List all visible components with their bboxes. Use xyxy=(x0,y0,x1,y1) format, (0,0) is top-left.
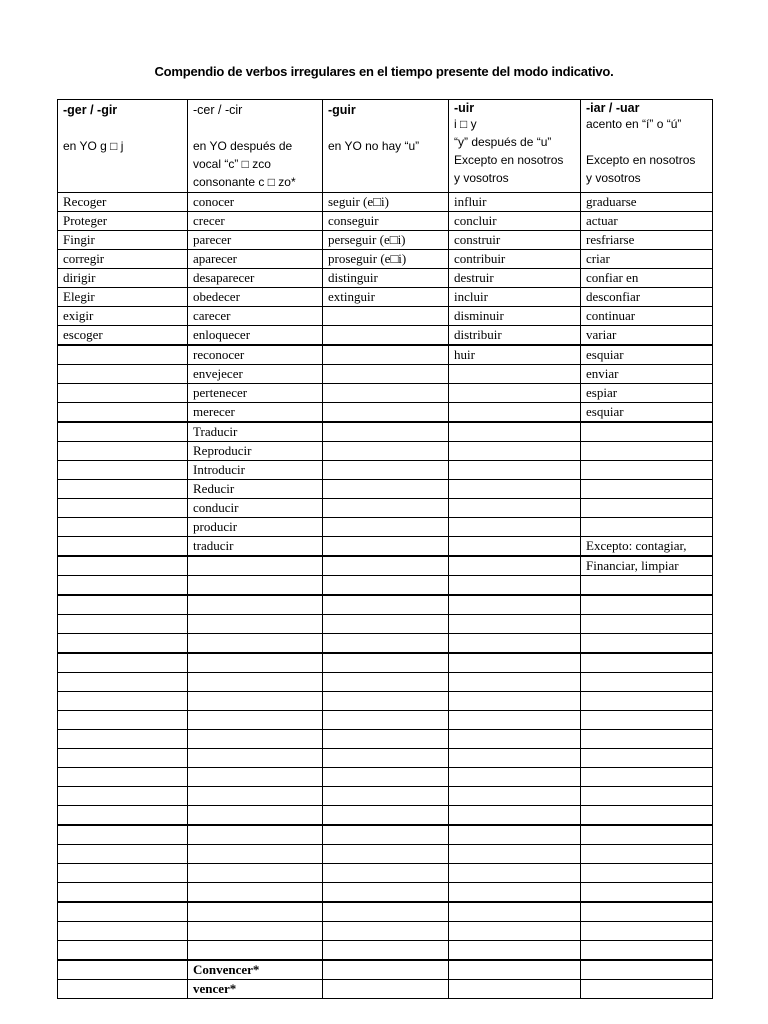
verb-cell-ger-gir xyxy=(58,556,188,576)
verb-cell-cer-cir xyxy=(188,730,323,749)
verb-cell-cer-cir: vencer* xyxy=(188,980,323,999)
verb-cell-guir xyxy=(323,499,449,518)
verb-cell-ger-gir xyxy=(58,922,188,941)
verb-cell-uir: contribuir xyxy=(449,250,581,269)
column-rule-line xyxy=(586,133,708,151)
table-row xyxy=(58,730,713,749)
verb-cell-uir xyxy=(449,883,581,903)
verb-cell-iar-uar: enviar xyxy=(581,365,713,384)
verb-cell-guir xyxy=(323,326,449,346)
verb-cell-iar-uar xyxy=(581,653,713,673)
verb-cell-cer-cir xyxy=(188,825,323,845)
verb-cell-ger-gir xyxy=(58,365,188,384)
verb-cell-cer-cir xyxy=(188,922,323,941)
verb-cell-ger-gir xyxy=(58,883,188,903)
verb-cell-ger-gir xyxy=(58,711,188,730)
verb-cell-ger-gir xyxy=(58,787,188,806)
verb-cell-uir: distribuir xyxy=(449,326,581,346)
verb-cell-ger-gir xyxy=(58,442,188,461)
column-rule-line: Excepto en nosotros xyxy=(454,153,564,167)
verb-cell-iar-uar: confiar en xyxy=(581,269,713,288)
verb-cell-uir xyxy=(449,403,581,423)
column-rule-line xyxy=(328,119,444,137)
verb-cell-guir xyxy=(323,384,449,403)
verb-cell-cer-cir xyxy=(188,768,323,787)
verb-cell-iar-uar: continuar xyxy=(581,307,713,326)
verb-cell-uir xyxy=(449,730,581,749)
table-row xyxy=(58,384,713,403)
verb-cell-ger-gir xyxy=(58,825,188,845)
verb-cell-iar-uar xyxy=(581,749,713,768)
verb-cell-cer-cir xyxy=(188,941,323,961)
verb-cell-guir: conseguir xyxy=(323,212,449,231)
verb-cell-iar-uar xyxy=(581,902,713,922)
table-row xyxy=(58,615,713,634)
verb-cell-guir xyxy=(323,806,449,826)
verb-cell-ger-gir xyxy=(58,806,188,826)
table-row xyxy=(58,634,713,654)
verb-cell-iar-uar xyxy=(581,499,713,518)
table-row xyxy=(58,499,713,518)
verb-cell-uir xyxy=(449,711,581,730)
verb-cell-iar-uar: esquiar xyxy=(581,345,713,365)
column-rule-line: consonante c □ zo* xyxy=(193,175,296,189)
column-rule-line: en YO no hay “u” xyxy=(328,139,420,153)
verb-cell-guir xyxy=(323,422,449,442)
column-heading: -iar / -uar xyxy=(586,101,640,115)
verb-cell-uir xyxy=(449,768,581,787)
table-row xyxy=(58,653,713,673)
verb-cell-cer-cir: carecer xyxy=(188,307,323,326)
table-row xyxy=(58,883,713,903)
verb-cell-guir xyxy=(323,595,449,615)
verb-cell-iar-uar: Excepto: contagiar, xyxy=(581,537,713,557)
table-row xyxy=(58,922,713,941)
verb-cell-ger-gir xyxy=(58,692,188,711)
table-row xyxy=(58,231,713,250)
verb-cell-guir xyxy=(323,442,449,461)
verb-cell-guir xyxy=(323,518,449,537)
verb-cell-uir: incluir xyxy=(449,288,581,307)
verb-cell-iar-uar xyxy=(581,634,713,654)
verb-cell-guir xyxy=(323,692,449,711)
table-row xyxy=(58,212,713,231)
table-row xyxy=(58,345,713,365)
verb-cell-cer-cir: Reducir xyxy=(188,480,323,499)
verb-cell-ger-gir xyxy=(58,768,188,787)
verb-cell-guir xyxy=(323,768,449,787)
header-cell-guir xyxy=(323,100,449,193)
verb-cell-ger-gir xyxy=(58,730,188,749)
column-heading: -uir xyxy=(454,101,475,115)
verb-cell-uir xyxy=(449,787,581,806)
verb-cell-ger-gir: corregir xyxy=(58,250,188,269)
verb-cell-uir xyxy=(449,673,581,692)
verb-cell-ger-gir xyxy=(58,864,188,883)
table-row xyxy=(58,902,713,922)
verb-cell-guir: seguir (e□i) xyxy=(323,193,449,212)
table-row xyxy=(58,193,713,212)
verb-cell-ger-gir xyxy=(58,595,188,615)
verb-cell-iar-uar: espiar xyxy=(581,384,713,403)
verb-cell-guir xyxy=(323,941,449,961)
verb-cell-ger-gir xyxy=(58,345,188,365)
table-header-row xyxy=(58,100,713,193)
verb-cell-iar-uar xyxy=(581,730,713,749)
table-row xyxy=(58,403,713,423)
verb-cell-iar-uar: resfriarse xyxy=(581,231,713,250)
verb-cell-ger-gir xyxy=(58,615,188,634)
column-rule-line: vocal “c” □ zco xyxy=(193,157,271,171)
verb-cell-uir xyxy=(449,556,581,576)
verb-cell-guir xyxy=(323,307,449,326)
verb-cell-ger-gir xyxy=(58,480,188,499)
verb-cell-ger-gir xyxy=(58,980,188,999)
verb-cell-ger-gir: Recoger xyxy=(58,193,188,212)
table-row xyxy=(58,768,713,787)
verb-cell-guir xyxy=(323,345,449,365)
table-row xyxy=(58,537,713,557)
table-row xyxy=(58,442,713,461)
verb-cell-uir xyxy=(449,902,581,922)
verb-cell-ger-gir: dirigir xyxy=(58,269,188,288)
verb-cell-uir: influir xyxy=(449,193,581,212)
verb-cell-guir xyxy=(323,730,449,749)
verb-cell-uir xyxy=(449,980,581,999)
verb-cell-uir xyxy=(449,537,581,557)
verb-cell-iar-uar xyxy=(581,442,713,461)
table-row xyxy=(58,806,713,826)
verb-cell-uir xyxy=(449,634,581,654)
verb-cell-guir xyxy=(323,922,449,941)
column-rule-line: i □ y xyxy=(454,117,477,131)
verb-cell-cer-cir: Introducir xyxy=(188,461,323,480)
verb-cell-iar-uar xyxy=(581,576,713,596)
verb-cell-iar-uar: criar xyxy=(581,250,713,269)
verb-cell-iar-uar: graduarse xyxy=(581,193,713,212)
verb-cell-ger-gir: Elegir xyxy=(58,288,188,307)
verb-cell-guir xyxy=(323,634,449,654)
verb-cell-iar-uar: variar xyxy=(581,326,713,346)
verb-cell-iar-uar xyxy=(581,711,713,730)
verb-cell-guir xyxy=(323,960,449,980)
verb-cell-iar-uar xyxy=(581,518,713,537)
verb-cell-guir: perseguir (e□i) xyxy=(323,231,449,250)
table-row xyxy=(58,595,713,615)
verb-cell-uir xyxy=(449,615,581,634)
verb-cell-cer-cir xyxy=(188,692,323,711)
verb-cell-iar-uar: esquiar xyxy=(581,403,713,423)
verb-cell-iar-uar xyxy=(581,422,713,442)
verb-cell-ger-gir: Fingir xyxy=(58,231,188,250)
verb-cell-cer-cir: conocer xyxy=(188,193,323,212)
table-row xyxy=(58,787,713,806)
verb-cell-ger-gir xyxy=(58,384,188,403)
verb-cell-ger-gir xyxy=(58,537,188,557)
verb-cell-cer-cir: merecer xyxy=(188,403,323,423)
column-rule-line: “y” después de “u” xyxy=(454,135,552,149)
verb-cell-cer-cir xyxy=(188,902,323,922)
table-row xyxy=(58,461,713,480)
header-cell-uir xyxy=(449,100,581,193)
verb-cell-cer-cir: envejecer xyxy=(188,365,323,384)
verb-cell-cer-cir xyxy=(188,673,323,692)
verb-cell-guir xyxy=(323,576,449,596)
verb-cell-cer-cir: reconocer xyxy=(188,345,323,365)
verb-cell-ger-gir xyxy=(58,653,188,673)
verb-cell-guir xyxy=(323,864,449,883)
verb-cell-iar-uar xyxy=(581,960,713,980)
verb-cell-cer-cir: parecer xyxy=(188,231,323,250)
verb-cell-ger-gir xyxy=(58,941,188,961)
verb-cell-cer-cir xyxy=(188,615,323,634)
verb-cell-ger-gir xyxy=(58,461,188,480)
verb-cell-cer-cir: Traducir xyxy=(188,422,323,442)
column-rule-line: en YO después de xyxy=(193,139,293,153)
verb-cell-cer-cir xyxy=(188,556,323,576)
verb-cell-iar-uar: actuar xyxy=(581,212,713,231)
column-heading: -ger / -gir xyxy=(63,103,118,117)
verb-cell-cer-cir xyxy=(188,653,323,673)
table-row xyxy=(58,288,713,307)
verb-cell-uir xyxy=(449,941,581,961)
verb-cell-cer-cir xyxy=(188,864,323,883)
verb-cell-guir xyxy=(323,556,449,576)
verb-cell-iar-uar xyxy=(581,768,713,787)
header-cell-cer-cir xyxy=(188,100,323,193)
verb-cell-guir: extinguir xyxy=(323,288,449,307)
verb-cell-ger-gir xyxy=(58,499,188,518)
table-row xyxy=(58,711,713,730)
verb-cell-uir xyxy=(449,749,581,768)
verb-cell-cer-cir xyxy=(188,806,323,826)
verb-cell-uir xyxy=(449,480,581,499)
verb-cell-uir xyxy=(449,960,581,980)
table-row xyxy=(58,269,713,288)
table-row xyxy=(58,307,713,326)
table-row xyxy=(58,326,713,346)
verb-cell-iar-uar xyxy=(581,883,713,903)
column-rule-line: en YO g □ j xyxy=(63,139,124,153)
verb-cell-cer-cir: enloquecer xyxy=(188,326,323,346)
verb-cell-cer-cir: crecer xyxy=(188,212,323,231)
verb-cell-iar-uar xyxy=(581,461,713,480)
verb-cell-uir xyxy=(449,845,581,864)
verb-cell-uir: disminuir xyxy=(449,307,581,326)
verb-cell-guir xyxy=(323,980,449,999)
verb-cell-iar-uar xyxy=(581,806,713,826)
table-row xyxy=(58,556,713,576)
verb-cell-cer-cir: traducir xyxy=(188,537,323,557)
verb-cell-ger-gir xyxy=(58,749,188,768)
verb-cell-ger-gir xyxy=(58,576,188,596)
verb-cell-uir xyxy=(449,692,581,711)
verb-cell-uir xyxy=(449,461,581,480)
verb-cell-guir xyxy=(323,365,449,384)
verb-cell-guir xyxy=(323,749,449,768)
verb-cell-guir xyxy=(323,787,449,806)
verb-cell-ger-gir xyxy=(58,403,188,423)
verbs-table-body xyxy=(58,100,713,999)
verb-cell-guir: proseguir (e□i) xyxy=(323,250,449,269)
verb-cell-cer-cir: conducir xyxy=(188,499,323,518)
verb-cell-iar-uar xyxy=(581,825,713,845)
verb-cell-guir xyxy=(323,711,449,730)
verb-cell-cer-cir xyxy=(188,883,323,903)
table-row xyxy=(58,480,713,499)
verb-cell-cer-cir xyxy=(188,711,323,730)
table-row xyxy=(58,960,713,980)
verb-cell-cer-cir: aparecer xyxy=(188,250,323,269)
verb-cell-uir xyxy=(449,922,581,941)
verb-cell-iar-uar xyxy=(581,941,713,961)
verb-cell-iar-uar xyxy=(581,595,713,615)
verb-cell-cer-cir: Convencer* xyxy=(188,960,323,980)
verb-cell-cer-cir: producir xyxy=(188,518,323,537)
verb-cell-uir xyxy=(449,576,581,596)
verb-cell-cer-cir: Reproducir xyxy=(188,442,323,461)
column-rule-line: Excepto en nosotros xyxy=(586,153,696,167)
verb-cell-iar-uar xyxy=(581,922,713,941)
verb-cell-iar-uar xyxy=(581,480,713,499)
verb-cell-cer-cir xyxy=(188,634,323,654)
verb-cell-uir xyxy=(449,825,581,845)
verb-cell-guir xyxy=(323,480,449,499)
column-rule-line: y vosotros xyxy=(586,171,641,185)
verb-cell-ger-gir: exigir xyxy=(58,307,188,326)
column-rule-line: y vosotros xyxy=(454,171,509,185)
column-heading: -guir xyxy=(328,103,356,117)
verb-cell-uir: huir xyxy=(449,345,581,365)
verb-cell-iar-uar xyxy=(581,864,713,883)
column-rule-line xyxy=(193,119,318,137)
verbs-table xyxy=(57,99,713,999)
verb-cell-guir xyxy=(323,883,449,903)
verb-cell-iar-uar xyxy=(581,692,713,711)
verb-cell-guir xyxy=(323,845,449,864)
verb-cell-cer-cir xyxy=(188,576,323,596)
table-row xyxy=(58,365,713,384)
table-row xyxy=(58,250,713,269)
verb-cell-guir xyxy=(323,615,449,634)
verb-cell-guir xyxy=(323,461,449,480)
verb-cell-guir xyxy=(323,653,449,673)
table-row xyxy=(58,980,713,999)
document-title: Compendio de verbos irregulares en el tiempo presente del modo indicativo. xyxy=(154,64,614,79)
table-row xyxy=(58,825,713,845)
verb-cell-guir xyxy=(323,537,449,557)
verb-cell-uir: construir xyxy=(449,231,581,250)
table-row xyxy=(58,692,713,711)
verb-cell-guir: distinguir xyxy=(323,269,449,288)
verb-cell-iar-uar: Financiar, limpiar xyxy=(581,556,713,576)
table-row xyxy=(58,576,713,596)
verb-cell-uir xyxy=(449,442,581,461)
verb-cell-cer-cir xyxy=(188,749,323,768)
verb-cell-iar-uar xyxy=(581,845,713,864)
verb-cell-iar-uar xyxy=(581,980,713,999)
column-heading: -cer / -cir xyxy=(193,103,243,117)
verb-cell-uir: destruir xyxy=(449,269,581,288)
verb-cell-uir xyxy=(449,499,581,518)
verb-cell-ger-gir: Proteger xyxy=(58,212,188,231)
verb-cell-cer-cir xyxy=(188,845,323,864)
column-rule-line: acento en “í” o “ú” xyxy=(586,117,682,131)
verb-cell-ger-gir xyxy=(58,673,188,692)
verb-cell-ger-gir xyxy=(58,634,188,654)
verb-cell-ger-gir xyxy=(58,902,188,922)
verb-cell-guir xyxy=(323,673,449,692)
verb-cell-iar-uar xyxy=(581,787,713,806)
verb-cell-uir xyxy=(449,384,581,403)
verb-cell-iar-uar: desconfiar xyxy=(581,288,713,307)
verb-cell-uir xyxy=(449,653,581,673)
verb-cell-ger-gir xyxy=(58,518,188,537)
verb-cell-uir xyxy=(449,864,581,883)
header-cell-ger-gir xyxy=(58,100,188,193)
verb-cell-iar-uar xyxy=(581,673,713,692)
verb-cell-guir xyxy=(323,902,449,922)
verb-cell-ger-gir: escoger xyxy=(58,326,188,346)
table-row xyxy=(58,749,713,768)
verb-cell-uir xyxy=(449,518,581,537)
verb-cell-cer-cir xyxy=(188,787,323,806)
verb-cell-cer-cir: obedecer xyxy=(188,288,323,307)
table-row xyxy=(58,864,713,883)
verb-cell-ger-gir xyxy=(58,845,188,864)
verb-cell-uir: concluir xyxy=(449,212,581,231)
table-row xyxy=(58,518,713,537)
table-row xyxy=(58,941,713,961)
verb-cell-cer-cir xyxy=(188,595,323,615)
verb-cell-ger-gir xyxy=(58,422,188,442)
verb-cell-uir xyxy=(449,422,581,442)
verb-cell-uir xyxy=(449,806,581,826)
table-row xyxy=(58,845,713,864)
verb-cell-iar-uar xyxy=(581,615,713,634)
verb-cell-cer-cir: desaparecer xyxy=(188,269,323,288)
table-row xyxy=(58,422,713,442)
verb-cell-cer-cir: pertenecer xyxy=(188,384,323,403)
verb-cell-ger-gir xyxy=(58,960,188,980)
verb-cell-guir xyxy=(323,825,449,845)
header-cell-iar-uar xyxy=(581,100,713,193)
column-rule-line xyxy=(63,119,183,137)
verb-cell-uir xyxy=(449,365,581,384)
verb-cell-guir xyxy=(323,403,449,423)
verb-cell-uir xyxy=(449,595,581,615)
table-row xyxy=(58,673,713,692)
